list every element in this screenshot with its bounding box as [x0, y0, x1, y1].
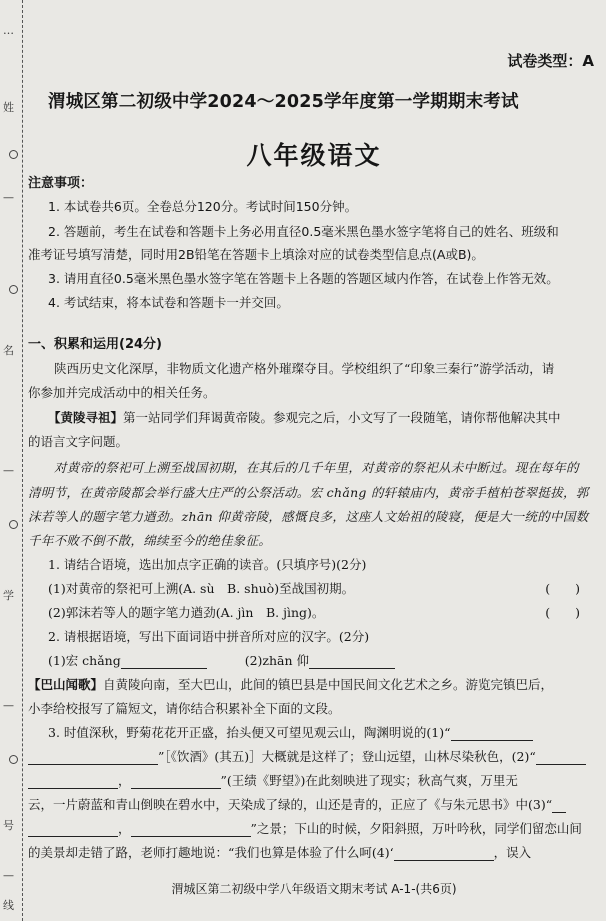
passage-line: 清明节，在黄帝陵都会举行盛大庄严的公祭活动。宏 chǎng 的轩辕庙内，黄帝手植柏苍翠挺拔，郭: [28, 485, 589, 500]
question-2-items: [48, 651, 395, 669]
question-2-2: (2)zhān 仰: [244, 653, 310, 668]
exam-page: [28, 0, 600, 921]
binding-mark: …: [3, 24, 14, 37]
answer-blank[interactable]: [28, 750, 158, 765]
answer-blank[interactable]: [451, 726, 533, 741]
question-1-1: [48, 579, 600, 597]
binding-margin: [0, 0, 23, 921]
note-line: 2. 答题前，考生在试卷和答题卡上务必用直径0.5毫米黑色墨水签字笔将自己的姓名、班级和: [48, 224, 559, 239]
question-3-text: ，误入: [493, 845, 532, 860]
page-footer: 渭城区第二初级中学八年级语文期末考试 A-1-(共6页): [171, 882, 457, 896]
answer-blank[interactable]: [552, 798, 566, 813]
binding-mark: —: [3, 464, 14, 477]
binding-mark: 号: [3, 819, 14, 832]
answer-blank[interactable]: [131, 822, 251, 837]
question-2-1: (1)宏 chǎng: [48, 653, 121, 668]
exam-title: 渭城区第二初级中学2024～2025学年度第一学期期末考试: [48, 92, 519, 112]
passage-line: 沫若等人的题字笔力遒劲。zhān 仰黄帝陵，感慨良多，这座人文始祖的陵寝，便是大一统的中国数: [28, 509, 589, 524]
passage-line: 千年不败不倒不散，绵续至今的绝佳象征。: [28, 533, 272, 548]
binding-hole: [9, 285, 18, 294]
question-2: 2. 请根据语境，写出下面词语中拼音所对应的汉字。(2分): [48, 629, 370, 644]
note-line: 4. 考试结束，将本试卷和答题卡一并交回。: [48, 295, 289, 310]
task-huangling: [48, 408, 561, 426]
answer-blank[interactable]: [536, 750, 586, 765]
punctuation: ，: [118, 821, 131, 836]
note-line: 准考证号填写清楚，同时用2B铅笔在答题卡上填涂对应的试卷类型信息点(A或B)。: [28, 247, 484, 262]
binding-hole: [9, 520, 18, 529]
question-1-2: [48, 603, 600, 621]
question-3-line: [28, 819, 582, 837]
task-text-cont: 小李给校报写了篇短文，请你结合积累补全下面的文段。: [28, 701, 341, 716]
section-heading: 一、积累和运用(24分): [28, 337, 162, 352]
answer-blank[interactable]: [28, 822, 118, 837]
note-line: 1. 本试卷共6页。全卷总分120分。考试时间150分钟。: [48, 199, 358, 214]
question-3-text: 的美景却走错了路，老师打趣地说：“我们也算是体验了什么呵(4)‘: [28, 845, 394, 860]
task-text: 自黄陵向南，至大巴山，此间的镇巴县是中国民间文化艺术之乡。游览完镇巴后，: [103, 677, 554, 692]
question-3-text: ”［《饮酒》(其五)］大概就是这样了；登山远望，山林尽染秋色，(2)“: [158, 749, 536, 764]
answer-blank[interactable]: [394, 846, 494, 861]
answer-blank[interactable]: [121, 654, 207, 669]
question-1-2-text: (2)郭沫若等人的题字笔力遒劲(A. jìn B. jìng)。: [48, 605, 325, 620]
question-3-line: [28, 843, 531, 861]
intro-line: 陕西历史文化深厚，非物质文化遗产格外璀璨夺目。学校组织了“印象三秦行”游学活动，请: [54, 361, 555, 376]
binding-mark: 名: [3, 344, 14, 357]
binding-mark: —: [3, 869, 14, 882]
task-bashan: [28, 675, 553, 693]
subject-title: 八年级语文: [246, 141, 382, 170]
exam-type: 试卷类型：A: [507, 52, 594, 70]
binding-hole: [9, 755, 18, 764]
note-line: 3. 请用直径0.5毫米黑色墨水签字笔在答题卡上各题的答题区域内作答，在试卷上作答无效。: [48, 271, 559, 286]
binding-mark: —: [3, 191, 14, 204]
answer-blank[interactable]: [28, 774, 118, 789]
task-text-cont: 的语言文字问题。: [28, 434, 129, 449]
passage-line: 对黄帝的祭祀可上溯至战国初期，在其后的几千年里，对黄帝的祭祀从未中断过。现在每年的: [54, 460, 579, 475]
question-3-text: 3. 时值深秋，野菊花花开正盛，抬头便又可望见观云山，陶渊明说的(1)“: [48, 725, 451, 740]
task-tag: 【巴山闻歌】: [28, 677, 104, 692]
task-tag: 【黄陵寻祖】: [48, 410, 124, 425]
answer-blank[interactable]: [131, 774, 221, 789]
task-text: 第一站同学们拜谒黄帝陵。参观完之后，小文写了一段随笔，请你帮他解决其中: [123, 410, 561, 425]
punctuation: ，: [118, 773, 131, 788]
binding-mark: 学: [3, 589, 14, 602]
intro-line: 你参加并完成活动中的相关任务。: [28, 385, 216, 400]
answer-paren[interactable]: ( ): [545, 605, 580, 620]
binding-mark: —: [3, 699, 14, 712]
answer-paren[interactable]: ( ): [545, 581, 580, 596]
notes-heading: 注意事项：: [28, 176, 94, 191]
question-1: 1. 请结合语境，选出加点字正确的读音。(只填序号)(2分): [48, 557, 367, 572]
question-3-line: [28, 747, 586, 765]
binding-mark: 姓: [3, 101, 14, 114]
binding-mark: 线: [3, 899, 14, 912]
question-3-line: [28, 795, 566, 813]
answer-blank[interactable]: [309, 654, 395, 669]
question-3-line: [28, 771, 518, 789]
question-3-line: [48, 723, 533, 741]
binding-hole: [9, 150, 18, 159]
question-3-text: 云，一片蔚蓝和青山倒映在碧水中，天染成了绿的，山还是青的，正应了《与朱元思书》中(3)“: [28, 797, 553, 812]
question-3-text: ”(王绩《野望》)在此刻映进了现实；秋高气爽，万里无: [220, 773, 518, 788]
question-3-text: ”之景；下山的时候，夕阳斜照，万叶吟秋，同学们留恋山间: [250, 821, 582, 836]
question-1-1-text: (1)对黄帝的祭祀可上溯(A. sù B. shuò)至战国初期。: [48, 581, 355, 596]
